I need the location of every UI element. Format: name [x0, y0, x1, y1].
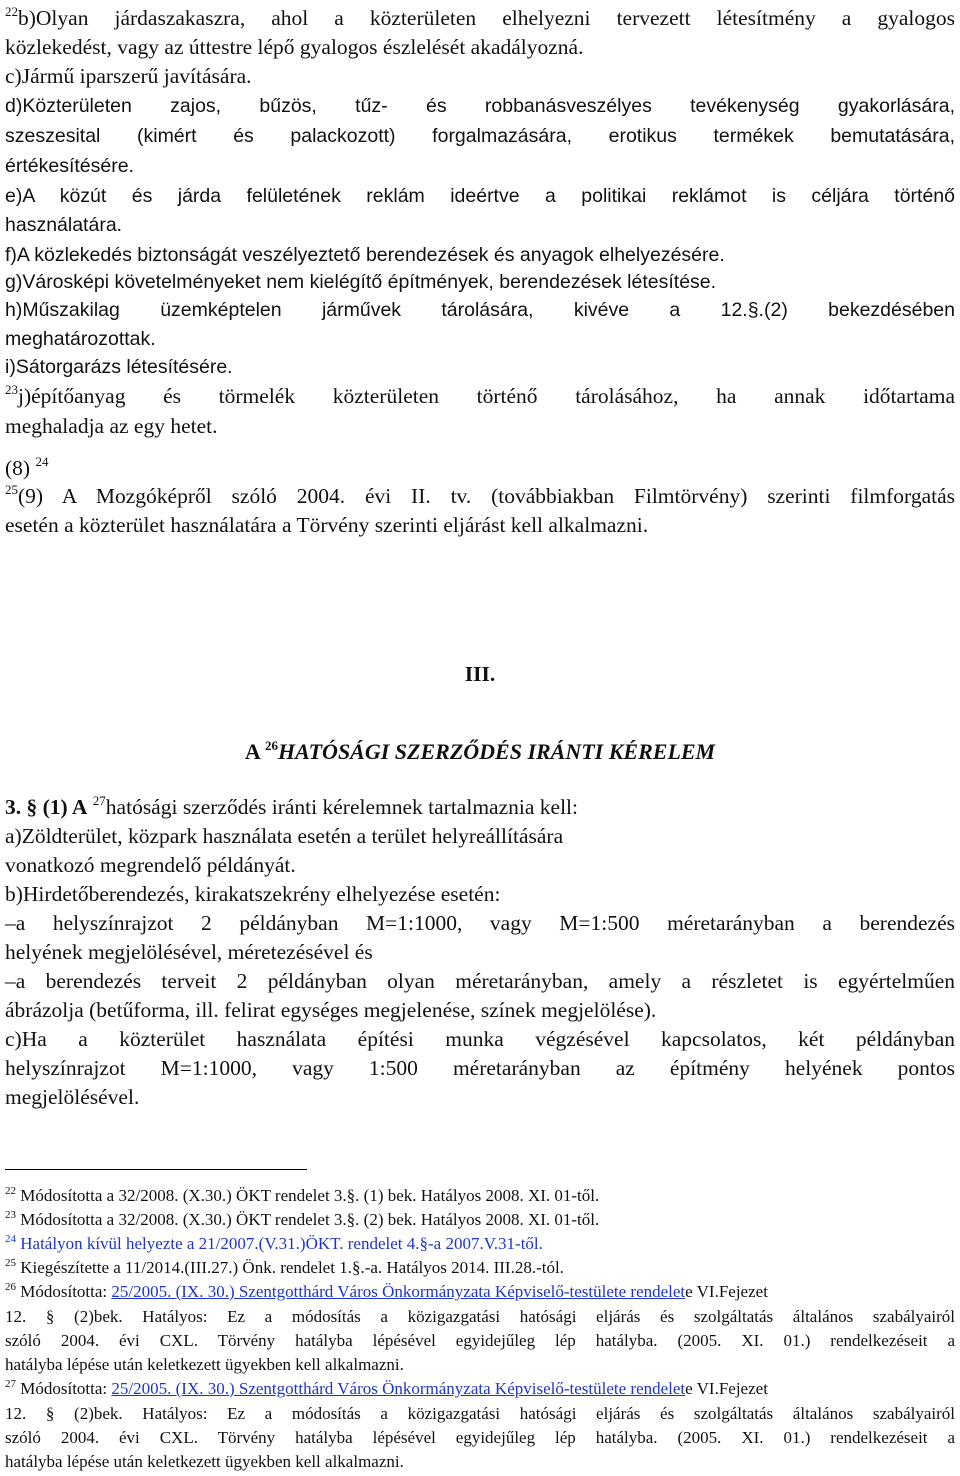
footnote-26-line1 [5, 1281, 768, 1303]
paragraph-9-line1 [5, 482, 955, 510]
section-title-text: HATÓSÁGI SZERZŐDÉS IRÁNTI KÉRELEM [278, 739, 716, 764]
para3-lead [5, 793, 578, 821]
section-roman-text: III. [464, 662, 496, 686]
footnote-ref-24[interactable]: 24 [35, 454, 49, 469]
footnote-27-line3: szóló 2004. évi CXL. Törvény hatályba lépésével egyidejűleg lép hatályba. (2005. XI. 01.) rendelkezéseit a [5, 1428, 955, 1447]
footnote-26-label: Módosította: [20, 1282, 108, 1301]
footnote-27-number: 27 [5, 1378, 16, 1390]
footnote-26-line2: 12. § (2)bek. Hatályos: Ez a módosítás a közigazgatási hatósági eljárás és szolgáltatás általános szabályairól [5, 1307, 955, 1326]
para3-c-line2: helyszínrajzot M=1:1000, vagy 1:500 méretarányban az építmény helyének pontos [5, 1056, 955, 1080]
footnote-26-line3: szóló 2004. évi CXL. Törvény hatályba lépésével egyidejűleg lép hatályba. (2005. XI. 01.) rendelkezéseit a [5, 1331, 955, 1350]
item-g: g)Városképi követelményeket nem kielégítő építmények, berendezések létesítése. [5, 271, 717, 293]
footnote-24-text: Hatályon kívül helyezte a 21/2007.(V.31.)ÖKT. rendelet 4.§-a 2007.V.31-től. [20, 1234, 543, 1253]
para3-a-line1: a)Zöldterület, közpark használata esetén a terület helyreállítására [5, 824, 564, 848]
item-j-line2: meghaladja az egy hetet. [5, 414, 218, 438]
paragraph-8-label: (8) [5, 456, 31, 480]
footnote-ref-27[interactable]: 27 [92, 793, 106, 808]
para3-c-line1: c)Ha a közterület használata építési munka végzésével kapcsolatos, két példányban [5, 1027, 955, 1051]
item-b-line2: közlekedést, vagy az úttestre lépő gyalogos észlelését akadályozná. [5, 35, 584, 59]
footnote-ref-23[interactable]: 23 [5, 382, 18, 397]
para3-dash2-line2: ábrázolja (betűforma, ill. felirat egységes megjelenése, színek megjelölése). [5, 998, 657, 1022]
item-d-line1: d)Közterületen zajos, bűzös, tűz- és robbanásveszélyes tevékenység gyakorlására, [5, 95, 955, 117]
item-j-line1 [5, 382, 955, 410]
para3-lead-text: hatósági szerződés iránti kérelemnek tartalmaznia kell: [105, 795, 578, 819]
para3-dash1-line1: –a helyszínrajzot 2 példányban M=1:1000, vagy M=1:500 méretarányban a berendezés [5, 911, 955, 935]
footnote-22-text: Módosította a 32/2008. (X.30.) ÖKT rendelet 3.§. (1) bek. Hatályos 2008. XI. 01-től. [20, 1186, 600, 1205]
footnote-22-number: 22 [5, 1185, 16, 1197]
item-c: c)Jármű iparszerű javítására. [5, 64, 252, 88]
footnote-26-link[interactable]: 25/2005. (IX. 30.) Szentgotthárd Város Önkormányzata Képviselő-testülete rendelet [111, 1282, 686, 1301]
footnote-26-after: e VI.Fejezet [685, 1282, 768, 1301]
footnote-27-line4: hatályba lépése után keletkezett ügyekben kell alkalmazni. [5, 1452, 404, 1471]
section-title [0, 739, 960, 765]
item-i: i)Sátorgarázs létesítésére. [5, 356, 233, 378]
footnote-27-line1 [5, 1378, 768, 1400]
footnote-ref-26[interactable]: 26 [265, 738, 279, 753]
para3-dash1-line2: helyének megjelölésével, méretezésével és [5, 940, 373, 964]
footnote-26-number: 26 [5, 1281, 16, 1293]
paragraph-9-line2: esetén a közterület használatára a Törvény szerinti eljárást kell alkalmazni. [5, 513, 649, 537]
footnote-24-number: 24 [5, 1233, 16, 1245]
footnote-22 [5, 1185, 599, 1207]
footnote-25 [5, 1257, 564, 1279]
footnote-23-number: 23 [5, 1209, 16, 1221]
para3-dash2-line1: –a berendezés terveit 2 példányban olyan méretarányban, amely a részletet is egyértelműen [5, 969, 955, 993]
item-h-line1: h)Műszakilag üzemképtelen járművek tárolására, kivéve a 12.§.(2) bekezdésében [5, 299, 955, 321]
item-b-text: b)Olyan járdaszakaszra, ahol a közterületen elhelyezni tervezett létesítmény a gyalogos [18, 6, 955, 30]
item-e-line2: használatára. [5, 214, 123, 236]
item-e-line1: e)A közút és járda felületének reklám ideértve a politikai reklámot is céljára történő [5, 185, 955, 207]
paragraph-8 [5, 454, 48, 482]
item-d-line3: értékesítésére. [5, 155, 134, 177]
footnote-separator [5, 1169, 307, 1170]
footnote-24 [5, 1233, 543, 1255]
footnote-27-after: e VI.Fejezet [685, 1379, 768, 1398]
footnote-27-line2: 12. § (2)bek. Hatályos: Ez a módosítás a közigazgatási hatósági eljárás és szolgáltatás általános szabályairól [5, 1404, 955, 1423]
footnote-23-text: Módosította a 32/2008. (X.30.) ÖKT rendelet 3.§. (2) bek. Hatályos 2008. XI. 01-től. [20, 1210, 600, 1229]
item-h-line2: meghatározottak. [5, 328, 156, 350]
item-f: f)A közlekedés biztonságát veszélyeztető berendezések és anyagok elhelyezésére. [5, 244, 725, 266]
footnote-ref-22[interactable]: 22 [5, 4, 18, 19]
section-roman-numeral [0, 662, 960, 687]
item-d-line2: szeszesital (kimért és palackozott) forgalmazására, erotikus termékek bemutatására, [5, 125, 955, 147]
footnote-23 [5, 1209, 599, 1231]
footnote-26-line4: hatályba lépése után keletkezett ügyekben kell alkalmazni. [5, 1355, 404, 1374]
para3-c-line3: megjelölésével. [5, 1085, 140, 1109]
footnote-27-link[interactable]: 25/2005. (IX. 30.) Szentgotthárd Város Önkormányzata Képviselő-testülete rendelet [111, 1379, 686, 1398]
para3-lead-label: 3. § (1) A [5, 795, 88, 819]
footnote-25-text: Kiegészítette a 11/2014.(III.27.) Önk. rendelet 1.§.-a. Hatályos 2014. III.28.-tól. [20, 1258, 564, 1277]
footnote-27-label: Módosította: [20, 1379, 108, 1398]
para3-b: b)Hirdetőberendezés, kirakatszekrény elhelyezése esetén: [5, 882, 501, 906]
section-title-prefix: A [244, 739, 260, 764]
item-j-text: j)építőanyag és törmelék közterületen történő tárolásához, ha annak időtartama [18, 384, 955, 408]
item-b-line1 [5, 4, 955, 32]
footnote-ref-25[interactable]: 25 [5, 482, 18, 497]
paragraph-9-text: (9) A Mozgóképről szóló 2004. évi II. tv. (továbbiakban Filmtörvény) szerinti filmforgatás [18, 484, 955, 508]
para3-a-line2: vonatkozó megrendelő példányát. [5, 853, 296, 877]
footnote-25-number: 25 [5, 1257, 16, 1269]
